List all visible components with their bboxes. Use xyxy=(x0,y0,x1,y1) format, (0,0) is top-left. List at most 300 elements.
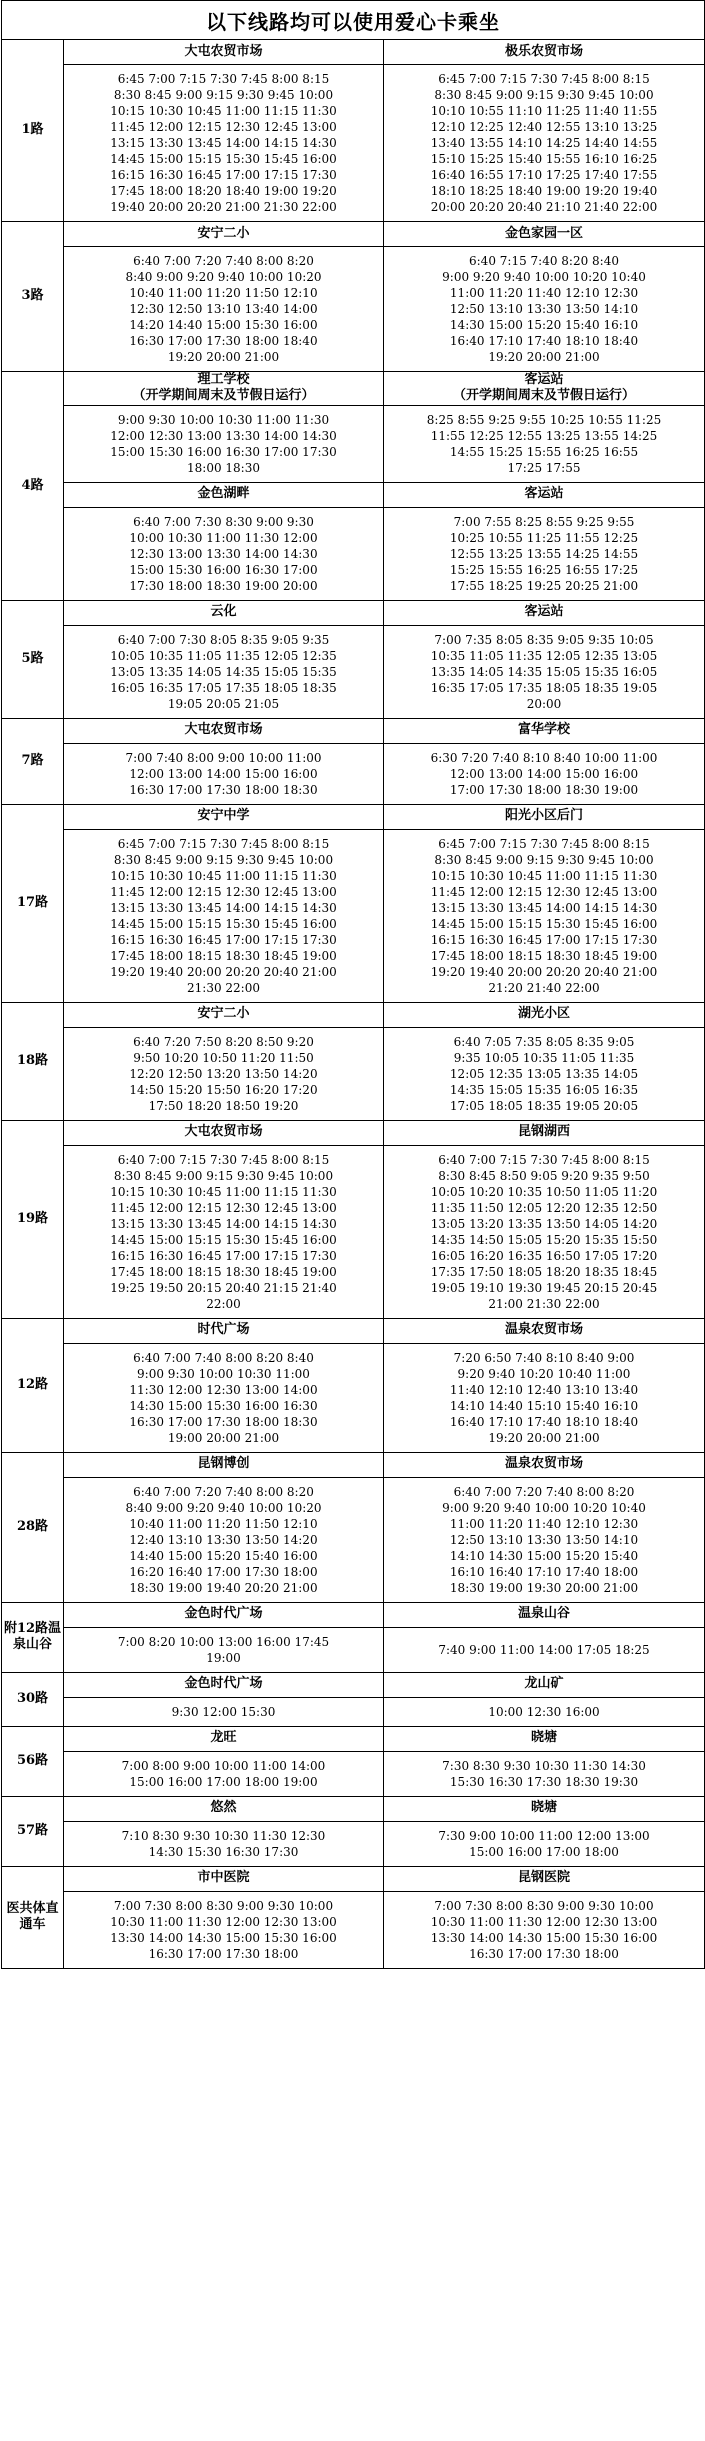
departure-line: 11:45 12:00 12:15 12:30 12:45 13:00 xyxy=(110,884,337,899)
destination-name xyxy=(384,1452,705,1477)
departure-times xyxy=(384,1697,705,1726)
departure-line: 11:45 12:00 12:15 12:30 12:45 13:00 xyxy=(430,884,658,899)
destination-name xyxy=(64,482,384,507)
departure-line: 10:15 10:30 10:45 11:00 11:15 11:30 xyxy=(110,104,337,118)
title-row xyxy=(2,1,705,40)
departure-line: 7:00 8:20 10:00 13:00 16:00 17:45 xyxy=(117,1634,330,1649)
departure-line: 10:15 10:30 10:45 11:00 11:15 11:30 xyxy=(110,1184,337,1199)
departure-times xyxy=(384,1027,705,1120)
departure-line: 9:00 9:20 9:40 10:00 10:20 10:40 xyxy=(442,1500,646,1515)
destination-name xyxy=(64,718,384,743)
departure-line: 12:05 12:35 13:05 13:35 14:05 xyxy=(449,1066,639,1081)
timetable-row xyxy=(2,743,705,804)
departure-line: 11:30 12:00 12:30 13:00 14:00 xyxy=(129,1382,318,1397)
departure-line: 17:50 18:20 18:50 19:20 xyxy=(148,1098,299,1113)
departure-times xyxy=(64,829,384,1002)
departure-line: 8:30 8:45 9:00 9:15 9:30 9:45 10:00 xyxy=(113,852,334,867)
departure-line: 13:40 13:55 14:10 14:25 14:40 14:55 xyxy=(430,136,658,150)
timetable-row xyxy=(2,1145,705,1318)
destination-label: 客运站 xyxy=(524,604,564,620)
departure-line: 13:30 14:00 14:30 15:00 15:30 16:00 xyxy=(110,1930,337,1945)
departure-line: 9:00 9:30 10:00 10:30 11:00 11:30 xyxy=(117,412,330,427)
departure-line: 16:15 16:30 16:45 17:00 17:15 17:30 xyxy=(110,932,337,947)
departure-line: 7:00 7:35 8:05 8:35 9:05 9:35 10:05 xyxy=(434,632,654,647)
destination-label: 金色时代广场 xyxy=(184,1676,263,1692)
departure-line: 11:00 11:20 11:40 12:10 12:30 xyxy=(449,286,639,300)
bus-schedule-table xyxy=(1,0,705,1969)
destination-label: 大屯农贸市场 xyxy=(184,1124,263,1140)
departure-line: 14:30 15:00 15:30 16:00 16:30 xyxy=(129,1398,318,1413)
departure-line: 18:30 19:00 19:40 20:20 21:00 xyxy=(129,1580,318,1595)
timetable-row xyxy=(2,1697,705,1726)
departure-times xyxy=(64,1343,384,1452)
departure-times xyxy=(384,247,705,372)
departure-line: 18:30 19:00 19:30 20:00 21:00 xyxy=(449,1580,639,1595)
departure-line: 14:45 15:00 15:15 15:30 15:45 16:00 xyxy=(110,152,337,166)
departure-line: 16:05 16:20 16:35 16:50 17:05 17:20 xyxy=(430,1248,658,1263)
route-number: 12路 xyxy=(2,1318,64,1452)
route-number: 30路 xyxy=(2,1672,64,1726)
departure-line: 6:40 7:15 7:40 8:20 8:40 xyxy=(469,254,619,268)
departure-times xyxy=(64,507,384,600)
timetable-row xyxy=(2,625,705,718)
departure-line: 16:30 17:00 17:30 18:00 xyxy=(469,1946,619,1961)
destination-header-row xyxy=(2,1318,705,1343)
destination-name xyxy=(64,1120,384,1145)
departure-line: 11:55 12:25 12:55 13:25 13:55 14:25 xyxy=(430,428,658,443)
departure-line: 17:45 18:00 18:20 18:40 19:00 19:20 xyxy=(110,184,337,198)
departure-line: 9:00 9:30 10:00 10:30 11:00 xyxy=(137,1366,310,1381)
departure-line: 12:50 13:10 13:30 13:50 14:10 xyxy=(449,1532,639,1547)
departure-times xyxy=(64,1821,384,1866)
departure-line: 6:40 7:00 7:20 7:40 8:00 8:20 xyxy=(453,1484,635,1499)
destination-header-row xyxy=(2,718,705,743)
departure-line: 12:20 12:50 13:20 13:50 14:20 xyxy=(129,1066,318,1081)
destination-header-row xyxy=(2,40,705,65)
route-number: 19路 xyxy=(2,1120,64,1318)
departure-times xyxy=(64,247,384,372)
departure-line: 13:30 14:00 14:30 15:00 15:30 16:00 xyxy=(430,1930,658,1945)
timetable-row xyxy=(2,1627,705,1672)
departure-line: 6:45 7:00 7:15 7:30 7:45 8:00 8:15 xyxy=(117,836,330,851)
departure-line: 17:45 18:00 18:15 18:30 18:45 19:00 xyxy=(110,948,337,963)
destination-name xyxy=(384,222,705,247)
destination-header-row xyxy=(2,1452,705,1477)
departure-times xyxy=(64,1027,384,1120)
departure-line: 13:15 13:30 13:45 14:00 14:15 14:30 xyxy=(430,900,658,915)
destination-label: 昆钢湖西 xyxy=(518,1124,571,1140)
destination-name xyxy=(64,1602,384,1627)
departure-line: 19:20 19:40 20:00 20:20 20:40 21:00 xyxy=(430,964,658,979)
route-number: 17路 xyxy=(2,804,64,1002)
destination-name xyxy=(64,1672,384,1697)
destination-label: 昆钢博创 xyxy=(197,1456,250,1472)
departure-times xyxy=(64,65,384,222)
departure-times xyxy=(64,625,384,718)
departure-line: 10:05 10:35 11:05 11:35 12:05 12:35 xyxy=(110,648,337,663)
destination-label: 安宁二小 xyxy=(197,225,250,241)
departure-line: 14:10 14:30 15:00 15:20 15:40 xyxy=(449,1548,639,1563)
departure-line: 16:35 17:05 17:35 18:05 18:35 19:05 xyxy=(430,680,658,695)
departure-line: 14:35 15:05 15:35 16:05 16:35 xyxy=(449,1082,639,1097)
departure-times xyxy=(384,1891,705,1968)
timetable-row xyxy=(2,1343,705,1452)
departure-times xyxy=(384,65,705,222)
departure-line: 21:00 21:30 22:00 xyxy=(488,1296,600,1311)
timetable-row xyxy=(2,1751,705,1796)
departure-line: 19:40 20:00 20:20 21:00 21:30 22:00 xyxy=(110,200,337,214)
destination-label: 悠然 xyxy=(210,1800,237,1816)
departure-line: 17:25 17:55 xyxy=(507,460,581,475)
departure-times xyxy=(384,507,705,600)
departure-line: 16:05 16:35 17:05 17:35 18:05 18:35 xyxy=(110,680,337,695)
destination-label: 富华学校 xyxy=(518,722,571,738)
destination-note: （开学期间周末及节假日运行） xyxy=(453,388,636,404)
route-number: 7路 xyxy=(2,718,64,804)
departure-times xyxy=(384,625,705,718)
departure-line: 15:25 15:55 16:25 16:55 17:25 xyxy=(449,562,639,577)
departure-line: 14:55 15:25 15:55 16:25 16:55 xyxy=(449,444,639,459)
destination-label: 安宁中学 xyxy=(197,808,250,824)
departure-line: 15:00 16:00 17:00 18:00 xyxy=(469,1844,619,1859)
destination-name xyxy=(384,1002,705,1027)
destination-label: 客运站 xyxy=(524,486,564,502)
departure-line: 20:00 xyxy=(526,696,562,711)
route-number: 1路 xyxy=(2,40,64,222)
departure-times xyxy=(64,1751,384,1796)
destination-name xyxy=(64,1318,384,1343)
departure-line: 13:05 13:35 14:05 14:35 15:05 15:35 xyxy=(110,664,337,679)
destination-name xyxy=(384,40,705,65)
departure-line: 17:45 18:00 18:15 18:30 18:45 19:00 xyxy=(430,948,658,963)
timetable-row xyxy=(2,1027,705,1120)
departure-line: 6:45 7:00 7:15 7:30 7:45 8:00 8:15 xyxy=(117,72,330,86)
departure-line: 6:40 7:00 7:20 7:40 8:00 8:20 xyxy=(133,1484,314,1499)
destination-name xyxy=(64,804,384,829)
departure-line: 19:20 20:00 21:00 xyxy=(488,1430,600,1445)
destination-label: 大屯农贸市场 xyxy=(184,43,263,59)
departure-line: 11:45 12:00 12:15 12:30 12:45 13:00 xyxy=(110,1200,337,1215)
departure-times xyxy=(64,1145,384,1318)
departure-line: 19:25 19:50 20:15 20:40 21:15 21:40 xyxy=(110,1280,337,1295)
departure-line: 8:30 8:45 9:00 9:15 9:30 9:45 10:00 xyxy=(434,88,654,102)
departure-line: 7:00 7:30 8:00 8:30 9:00 9:30 10:00 xyxy=(113,1898,334,1913)
departure-line: 14:10 14:40 15:10 15:40 16:10 xyxy=(449,1398,639,1413)
destination-header-row xyxy=(2,1002,705,1027)
departure-line: 6:40 7:00 7:40 8:00 8:20 8:40 xyxy=(133,1350,314,1365)
departure-line: 19:05 20:05 21:05 xyxy=(167,696,280,711)
timetable-row xyxy=(2,1477,705,1602)
timetable-row xyxy=(2,1891,705,1968)
departure-line: 9:20 9:40 10:20 10:40 11:00 xyxy=(457,1366,631,1381)
destination-name xyxy=(384,1318,705,1343)
departure-times xyxy=(64,405,384,482)
departure-times xyxy=(64,1477,384,1602)
route-number: 3路 xyxy=(2,222,64,372)
destination-label: 客运站 xyxy=(524,372,564,387)
departure-line: 12:55 13:25 13:55 14:25 14:55 xyxy=(449,546,639,561)
destination-label: 龙山矿 xyxy=(524,1676,564,1692)
destination-header-row xyxy=(2,1726,705,1751)
departure-line: 19:00 xyxy=(206,1650,241,1665)
departure-times xyxy=(64,1891,384,1968)
destination-name xyxy=(64,1002,384,1027)
destination-note: （开学期间周末及节假日运行） xyxy=(132,388,315,404)
destination-name xyxy=(384,718,705,743)
departure-line: 10:15 10:30 10:45 11:00 11:15 11:30 xyxy=(430,868,658,883)
departure-line: 21:30 22:00 xyxy=(187,980,260,995)
departure-line: 18:00 18:30 xyxy=(187,460,260,475)
departure-line: 15:10 15:25 15:40 15:55 16:10 16:25 xyxy=(430,152,658,166)
departure-line: 6:45 7:00 7:15 7:30 7:45 8:00 8:15 xyxy=(438,72,650,86)
destination-label: 金色湖畔 xyxy=(197,486,250,502)
departure-line: 12:30 12:50 13:10 13:40 14:00 xyxy=(129,302,318,316)
departure-line: 13:15 13:30 13:45 14:00 14:15 14:30 xyxy=(110,136,337,150)
departure-line: 14:30 15:30 16:30 17:30 xyxy=(148,1844,299,1859)
departure-line: 16:15 16:30 16:45 17:00 17:15 17:30 xyxy=(430,932,658,947)
destination-label: 云化 xyxy=(210,604,237,620)
departure-line: 7:00 7:40 8:00 9:00 10:00 11:00 xyxy=(125,750,322,765)
departure-line: 7:40 9:00 11:00 14:00 17:05 18:25 xyxy=(438,1642,650,1657)
departure-line: 16:40 17:10 17:40 18:10 18:40 xyxy=(449,1414,639,1429)
departure-line: 19:00 20:00 21:00 xyxy=(167,1430,280,1445)
departure-line: 16:30 17:00 17:30 18:00 18:30 xyxy=(129,782,318,797)
departure-line: 11:35 11:50 12:05 12:20 12:35 12:50 xyxy=(430,1200,658,1215)
departure-line: 17:00 17:30 18:00 18:30 19:00 xyxy=(449,782,639,797)
destination-label: 湖光小区 xyxy=(518,1006,571,1022)
departure-line: 13:15 13:30 13:45 14:00 14:15 14:30 xyxy=(110,1216,337,1231)
destination-name xyxy=(384,1866,705,1891)
destination-label: 晓塘 xyxy=(531,1800,558,1816)
destination-label: 市中医院 xyxy=(197,1870,250,1886)
departure-times xyxy=(384,829,705,1002)
departure-line: 14:45 15:00 15:15 15:30 15:45 16:00 xyxy=(110,916,337,931)
departure-line: 8:40 9:00 9:20 9:40 10:00 10:20 xyxy=(125,270,322,284)
timetable-row xyxy=(2,1821,705,1866)
departure-line: 10:15 10:30 10:45 11:00 11:15 11:30 xyxy=(110,868,337,883)
destination-label: 时代广场 xyxy=(197,1322,250,1338)
departure-line: 12:30 13:00 13:30 14:00 14:30 xyxy=(129,546,318,561)
departure-line: 15:30 16:30 17:30 18:30 19:30 xyxy=(449,1774,639,1789)
route-number: 5路 xyxy=(2,600,64,718)
departure-line: 16:40 17:10 17:40 18:10 18:40 xyxy=(449,334,639,348)
departure-line: 16:30 17:00 17:30 18:00 18:40 xyxy=(129,334,318,348)
departure-line: 8:40 9:00 9:20 9:40 10:00 10:20 xyxy=(125,1500,322,1515)
departure-line: 17:55 18:25 19:25 20:25 21:00 xyxy=(449,578,639,593)
destination-header-row xyxy=(2,222,705,247)
departure-line: 10:00 10:30 11:00 11:30 12:00 xyxy=(129,530,318,545)
destination-label: 金色时代广场 xyxy=(184,1606,263,1622)
departure-line: 7:00 8:00 9:00 10:00 11:00 14:00 xyxy=(121,1758,326,1773)
departure-line: 16:15 16:30 16:45 17:00 17:15 17:30 xyxy=(110,168,337,182)
departure-times xyxy=(64,1697,384,1726)
destination-label: 昆钢医院 xyxy=(518,1870,571,1886)
destination-name xyxy=(384,1726,705,1751)
destination-name xyxy=(64,1726,384,1751)
departure-line: 6:40 7:00 7:15 7:30 7:45 8:00 8:15 xyxy=(117,1152,330,1167)
departure-line: 7:20 6:50 7:40 8:10 8:40 9:00 xyxy=(453,1350,635,1365)
departure-line: 12:50 13:10 13:30 13:50 14:10 xyxy=(449,302,639,316)
departure-line: 16:30 17:00 17:30 18:00 18:30 xyxy=(129,1414,318,1429)
departure-line: 6:30 7:20 7:40 8:10 8:40 10:00 11:00 xyxy=(430,750,658,765)
departure-line: 16:15 16:30 16:45 17:00 17:15 17:30 xyxy=(110,1248,337,1263)
departure-line: 6:40 7:05 7:35 8:05 8:35 9:05 xyxy=(453,1034,635,1049)
departure-line: 9:00 9:20 9:40 10:00 10:20 10:40 xyxy=(442,270,646,284)
destination-header-row xyxy=(2,482,705,507)
destination-header-row xyxy=(2,1672,705,1697)
destination-name xyxy=(64,1866,384,1891)
route-number: 附12路温泉山谷 xyxy=(2,1602,64,1672)
departure-line: 7:00 7:55 8:25 8:55 9:25 9:55 xyxy=(453,514,635,529)
departure-line: 7:30 9:00 10:00 11:00 12:00 13:00 xyxy=(438,1828,650,1843)
destination-name xyxy=(64,1796,384,1821)
destination-name xyxy=(384,372,705,406)
departure-line: 16:20 16:40 17:00 17:30 18:00 xyxy=(129,1564,318,1579)
departure-line: 14:30 15:00 15:20 15:40 16:10 xyxy=(449,318,639,332)
departure-line: 6:45 7:00 7:15 7:30 7:45 8:00 8:15 xyxy=(438,836,650,851)
departure-line: 7:30 8:30 9:30 10:30 11:30 14:30 xyxy=(442,1758,646,1773)
departure-line: 12:40 13:10 13:30 13:50 14:20 xyxy=(129,1532,318,1547)
departure-times xyxy=(384,405,705,482)
departure-line: 19:20 19:40 20:00 20:20 20:40 21:00 xyxy=(110,964,337,979)
destination-header-row xyxy=(2,1866,705,1891)
route-number: 4路 xyxy=(2,372,64,601)
destination-label: 温泉山谷 xyxy=(518,1606,571,1622)
departure-line: 22:00 xyxy=(206,1296,241,1311)
departure-line: 6:40 7:00 7:30 8:05 8:35 9:05 9:35 xyxy=(117,632,330,647)
destination-header-row xyxy=(2,804,705,829)
departure-line: 6:40 7:20 7:50 8:20 8:50 9:20 xyxy=(133,1034,314,1049)
departure-line: 10:00 12:30 16:00 xyxy=(488,1704,600,1719)
departure-line: 7:00 7:30 8:00 8:30 9:00 9:30 10:00 xyxy=(434,1898,654,1913)
departure-line: 8:25 8:55 9:25 9:55 10:25 10:55 11:25 xyxy=(426,412,662,427)
departure-times xyxy=(384,1145,705,1318)
destination-name xyxy=(64,40,384,65)
departure-line: 10:30 11:00 11:30 12:00 12:30 13:00 xyxy=(430,1914,658,1929)
schedule-page xyxy=(1,0,704,1969)
departure-line: 8:30 8:45 8:50 9:05 9:20 9:35 9:50 xyxy=(438,1168,650,1183)
departure-line: 10:30 11:00 11:30 12:00 12:30 13:00 xyxy=(110,1914,337,1929)
destination-name xyxy=(384,1602,705,1627)
departure-line: 14:40 15:00 15:20 15:40 16:00 xyxy=(129,1548,318,1563)
destination-name xyxy=(64,1452,384,1477)
destination-name xyxy=(384,1120,705,1145)
departure-line: 17:45 18:00 18:15 18:30 18:45 19:00 xyxy=(110,1264,337,1279)
departure-line: 13:15 13:30 13:45 14:00 14:15 14:30 xyxy=(110,900,337,915)
destination-label: 龙旺 xyxy=(210,1730,237,1746)
destination-header-row xyxy=(2,1120,705,1145)
departure-line: 14:35 14:50 15:05 15:20 15:35 15:50 xyxy=(430,1232,658,1247)
departure-times xyxy=(384,1477,705,1602)
route-number: 28路 xyxy=(2,1452,64,1602)
departure-line: 14:45 15:00 15:15 15:30 15:45 16:00 xyxy=(110,1232,337,1247)
destination-label: 大屯农贸市场 xyxy=(184,722,263,738)
departure-line: 6:40 7:00 7:15 7:30 7:45 8:00 8:15 xyxy=(438,1152,650,1167)
departure-line: 9:35 10:05 10:35 11:05 11:35 xyxy=(453,1050,635,1065)
departure-line: 14:45 15:00 15:15 15:30 15:45 16:00 xyxy=(430,916,658,931)
departure-line: 8:30 8:45 9:00 9:15 9:30 9:45 10:00 xyxy=(434,852,654,867)
timetable-row xyxy=(2,405,705,482)
destination-name xyxy=(64,600,384,625)
departure-line: 12:00 12:30 13:00 13:30 14:00 14:30 xyxy=(110,428,337,443)
departure-times xyxy=(384,1821,705,1866)
departure-line: 10:05 10:20 10:35 10:50 11:05 11:20 xyxy=(430,1184,658,1199)
destination-name xyxy=(384,1672,705,1697)
destination-name xyxy=(384,482,705,507)
destination-header-row xyxy=(2,372,705,406)
departure-line: 14:50 15:20 15:50 16:20 17:20 xyxy=(129,1082,318,1097)
departure-line: 7:10 8:30 9:30 10:30 11:30 12:30 xyxy=(121,1828,326,1843)
departure-line: 17:05 18:05 18:35 19:05 20:05 xyxy=(449,1098,639,1113)
destination-name xyxy=(64,222,384,247)
destination-label: 阳光小区后门 xyxy=(505,808,584,824)
departure-line: 9:50 10:20 10:50 11:20 11:50 xyxy=(133,1050,314,1065)
departure-line: 21:20 21:40 22:00 xyxy=(488,980,600,995)
route-number: 57路 xyxy=(2,1796,64,1866)
departure-line: 12:00 13:00 14:00 15:00 16:00 xyxy=(129,766,318,781)
departure-line: 15:00 15:30 16:00 16:30 17:00 17:30 xyxy=(110,444,337,459)
destination-header-row xyxy=(2,600,705,625)
departure-line: 20:00 20:20 20:40 21:10 21:40 22:00 xyxy=(430,200,658,214)
departure-line: 15:00 15:30 16:00 16:30 17:00 xyxy=(129,562,318,577)
departure-line: 18:10 18:25 18:40 19:00 19:20 19:40 xyxy=(430,184,658,198)
departure-times xyxy=(384,1343,705,1452)
destination-label: 温泉农贸市场 xyxy=(505,1456,584,1472)
departure-line: 19:20 20:00 21:00 xyxy=(167,350,280,364)
destination-label: 理工学校 xyxy=(197,372,250,387)
departure-line: 11:40 12:10 12:40 13:10 13:40 xyxy=(449,1382,639,1397)
departure-line: 10:25 10:55 11:25 11:55 12:25 xyxy=(449,530,639,545)
departure-times xyxy=(384,1627,705,1672)
departure-line: 10:10 10:55 11:10 11:25 11:40 11:55 xyxy=(430,104,658,118)
departure-line: 12:10 12:25 12:40 12:55 13:10 13:25 xyxy=(430,120,658,134)
departure-line: 10:35 11:05 11:35 12:05 12:35 13:05 xyxy=(430,648,658,663)
departure-times xyxy=(384,1751,705,1796)
departure-line: 12:00 13:00 14:00 15:00 16:00 xyxy=(449,766,639,781)
timetable-row xyxy=(2,65,705,222)
timetable-row xyxy=(2,247,705,372)
destination-label: 安宁二小 xyxy=(197,1006,250,1022)
departure-line: 9:30 12:00 15:30 xyxy=(171,1704,276,1719)
departure-line: 8:30 8:45 9:00 9:15 9:30 9:45 10:00 xyxy=(113,1168,334,1183)
departure-line: 17:30 18:00 18:30 19:00 20:00 xyxy=(129,578,318,593)
departure-line: 19:05 19:10 19:30 19:45 20:15 20:45 xyxy=(430,1280,658,1295)
route-number: 18路 xyxy=(2,1002,64,1120)
departure-times xyxy=(64,1627,384,1672)
destination-header-row xyxy=(2,1602,705,1627)
route-number: 医共体直通车 xyxy=(2,1866,64,1968)
timetable-row xyxy=(2,507,705,600)
route-number: 56路 xyxy=(2,1726,64,1796)
page-title: 以下线路均可以使用爱心卡乘坐 xyxy=(2,1,705,40)
departure-line: 16:30 17:00 17:30 18:00 xyxy=(148,1946,299,1961)
schedule-body xyxy=(2,1,705,1969)
departure-line: 16:10 16:40 17:10 17:40 18:00 xyxy=(449,1564,639,1579)
destination-name xyxy=(384,600,705,625)
departure-line: 8:30 8:45 9:00 9:15 9:30 9:45 10:00 xyxy=(113,88,334,102)
departure-line: 11:45 12:00 12:15 12:30 12:45 13:00 xyxy=(110,120,337,134)
departure-line: 19:20 20:00 21:00 xyxy=(488,350,600,364)
departure-line: 13:35 14:05 14:35 15:05 15:35 16:05 xyxy=(430,664,658,679)
destination-name xyxy=(384,804,705,829)
destination-label: 温泉农贸市场 xyxy=(505,1322,584,1338)
departure-line: 10:40 11:00 11:20 11:50 12:10 xyxy=(129,286,318,300)
destination-label: 晓塘 xyxy=(531,1730,558,1746)
timetable-row xyxy=(2,829,705,1002)
departure-times xyxy=(384,743,705,804)
destination-header-row xyxy=(2,1796,705,1821)
departure-line: 10:40 11:00 11:20 11:50 12:10 xyxy=(129,1516,318,1531)
